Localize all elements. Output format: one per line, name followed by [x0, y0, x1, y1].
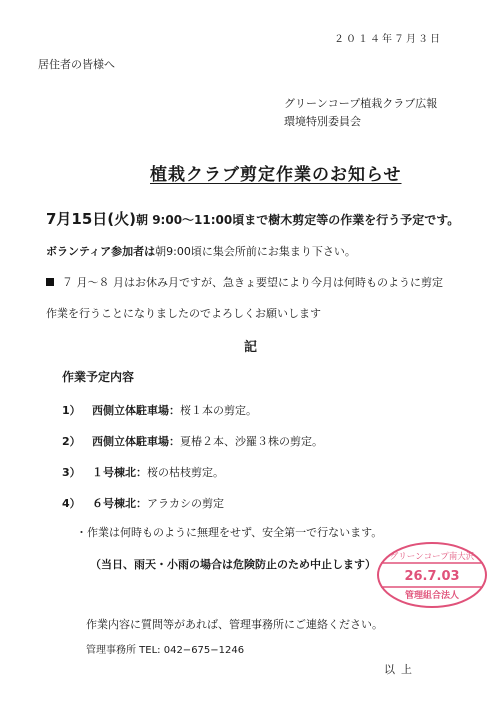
item-location: 西側立体駐車場：: [92, 435, 180, 448]
square-bullet-icon: [46, 278, 54, 286]
item-detail: 桜の枯枝剪定。: [147, 466, 224, 479]
item-location: １号棟北：: [92, 466, 147, 479]
sender-organization: グリーンコープ植栽クラブ広報: [284, 97, 438, 110]
volunteer-instruction: 朝9:00頃に集会所前にお集まり下さい。: [155, 245, 356, 258]
item-number: 4）: [62, 497, 81, 510]
rain-note: （当日、雨天・小雨の場合は危険防止のため中止します）: [90, 558, 376, 571]
office-phone: 管理事務所 TEL: 042−675−1246: [86, 645, 245, 656]
item-location: 西側立体駐車場：: [92, 404, 180, 417]
item-number: 3）: [62, 466, 81, 479]
addressee: 居住者の皆様へ: [38, 58, 115, 71]
note-line-1: [46, 274, 443, 290]
schedule-item: [62, 464, 224, 480]
schedule-item: [62, 433, 323, 449]
note-text-1: ７ 月～８ 月はお休み月ですが、急きょ要望により今月は何時ものように剪定: [62, 276, 443, 289]
work-date: 7月15日(火): [46, 210, 137, 228]
item-detail: 桜１本の剪定。: [180, 404, 257, 417]
document-date: ２０１４年７月３日: [334, 34, 442, 45]
sender-committee: 環境特別委員会: [284, 115, 361, 128]
schedule-heading: 作業予定内容: [62, 370, 135, 384]
volunteer-label: ボランティア参加者は: [46, 245, 156, 258]
closing-mark: 以上: [384, 663, 418, 676]
work-time: 朝 9:00～11:00頃まで樹木剪定等の作業を行う予定です。: [136, 213, 460, 227]
schedule-item: [62, 402, 257, 418]
item-detail: 夏椿２本、沙羅３株の剪定。: [180, 435, 323, 448]
item-number: 1）: [62, 404, 81, 417]
official-seal: [375, 540, 489, 610]
work-date-line: [46, 208, 459, 229]
notice-title: 植栽クラブ剪定作業のお知らせ: [150, 165, 402, 185]
contact-line: 作業内容に質問等があれば、管理事務所にご連絡ください。: [86, 618, 383, 631]
item-number: 2）: [62, 435, 81, 448]
item-location: ６号棟北：: [92, 497, 147, 510]
seal-date-text: 26.7.03: [404, 569, 460, 584]
seal-top-text: グリーンコープ南大沢: [389, 552, 475, 562]
item-detail: アラカシの剪定: [147, 497, 224, 510]
seal-bottom-text: 管理組合法人: [404, 591, 460, 601]
volunteer-line: [46, 243, 356, 259]
schedule-item: [62, 495, 224, 511]
safety-note: ・作業は何時ものように無理をせず、安全第一で行ないます。: [76, 526, 383, 539]
ki-marker: 記: [244, 340, 258, 355]
note-line-2: 作業を行うことになりましたのでよろしくお願いします: [46, 307, 321, 320]
